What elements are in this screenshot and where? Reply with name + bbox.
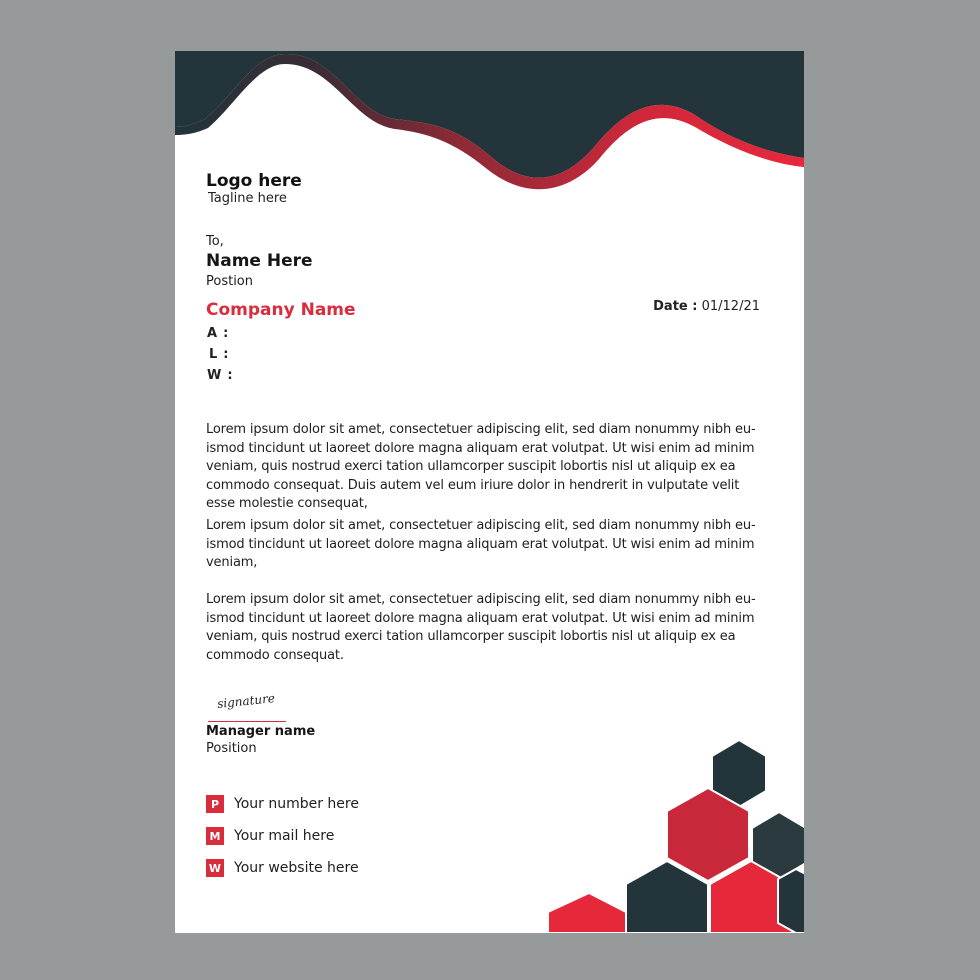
signature-script: signature [216,691,276,711]
manager-name: Manager name [206,724,316,739]
manager-position: Position [206,741,257,756]
address-label: W [207,368,222,383]
footer-website-text: Your website here [234,860,359,876]
footer-phone-text: Your number here [234,796,359,812]
address-sep: : [227,368,233,383]
logo-text: Logo here [206,171,302,191]
hex-red-bottom-left [548,893,626,933]
salutation: To, [206,234,224,249]
address-label: L [209,347,218,362]
recipient-name: Name Here [206,251,313,271]
phone-icon: P [206,795,224,813]
body-paragraph-1: Lorem ipsum dolor sit amet, consectetuer adipiscing elit, sed diam nonummy nibh eu-ismod tincidunt ut laoreet dolore magna aliquam erat volutpat. Ut wisi enim ad minim veniam, quis nostrud exerci tation ullamcorper suscipit lobortis nisl ut aliquip ex ea commodo consequat. Duis autem vel eum iriure dolor in hendrerit in vulputate velit esse molestie consequat, [206,422,756,512]
date-label: Date : [653,299,698,314]
letterhead-page [175,51,804,933]
company-name: Company Name [206,300,356,320]
tagline-text: Tagline here [208,191,287,206]
address-sep: : [223,347,229,362]
recipient-position: Postion [206,274,254,289]
address-label: A [207,326,218,341]
body-paragraph-2: Lorem ipsum dolor sit amet, consectetuer adipiscing elit, sed diam nonummy nibh eu-ismod tincidunt ut laoreet dolore magna aliquam erat volutpat. Ut wisi enim ad minim veniam, [206,518,756,571]
mail-icon: M [206,827,224,845]
body-paragraph-3: Lorem ipsum dolor sit amet, consectetuer adipiscing elit, sed diam nonummy nibh eu-ismod tincidunt ut laoreet dolore magna aliquam erat volutpat. Ut wisi enim ad minim veniam, quis nostrud exerci tation ullamcorper suscipit lobortis nisl ut aliquip ex ea commodo consequat. [206,592,756,663]
hex-dark-edge [778,869,804,933]
footer-mail-text: Your mail here [234,828,335,844]
address-sep: : [223,326,229,341]
website-icon: W [206,859,224,877]
date-value: 01/12/21 [701,299,760,314]
hexagon-decoration [175,51,804,933]
